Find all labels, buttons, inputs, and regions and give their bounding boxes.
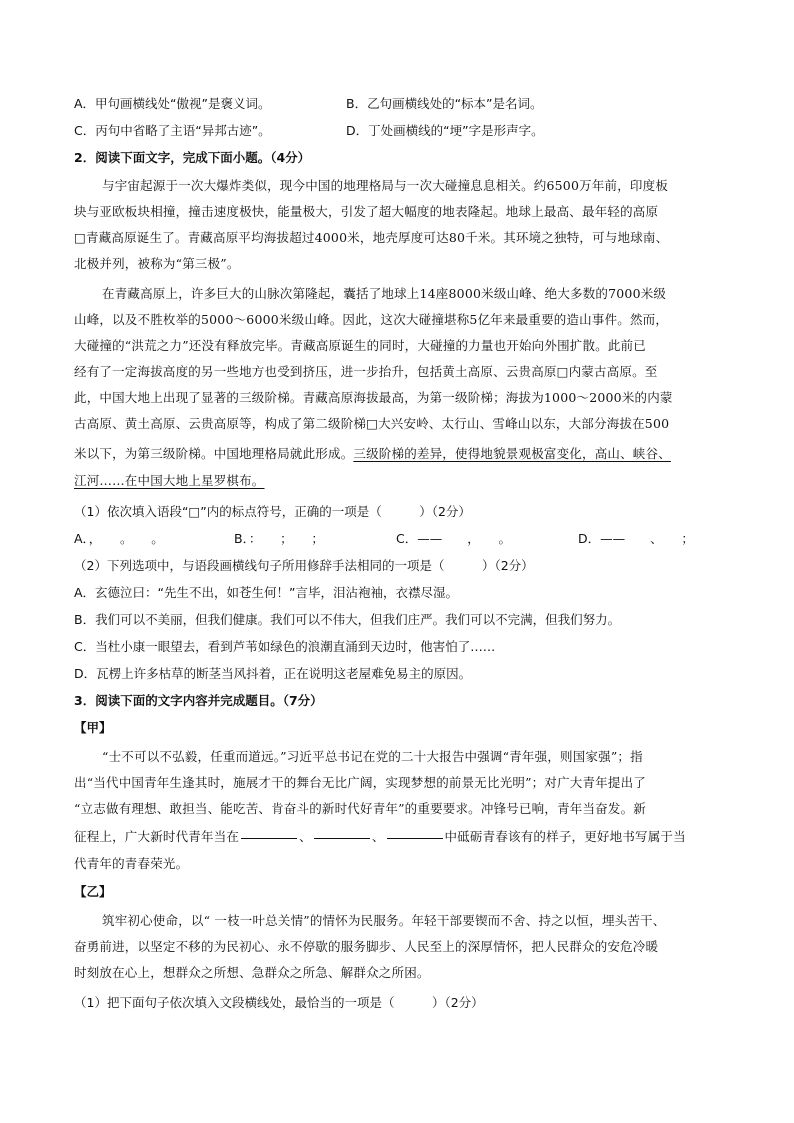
q2-para2-line: [74, 445, 671, 463]
q3-jia-line: 出“当代中国青年生逢其时，施展才干的舞台无比广阔，实现梦想的前景无比光明”；对广大青年提出了: [74, 775, 646, 790]
q3-yi-line: 奋勇前进，以坚定不移的为民初心、永不停歇的服务脚步、人民至上的深厚情怀，把人民群众的安危冷暖: [74, 939, 659, 954]
q2-underlined-sentence: 三级阶梯的差异，使得地貌景观极富变化，高山、峡谷、: [353, 446, 671, 461]
fill-blank-2[interactable]: [314, 837, 370, 839]
q1-option-b: B．乙句画横线处的“标本”是名词。: [346, 96, 543, 111]
q1-option-a: A．甲句画横线处“傲视”是褒义词。: [74, 96, 271, 111]
q3-sub1-question: （1）把下面句子依次填入文段横线处，最恰当的一项是（ ）（2分）: [74, 995, 484, 1010]
q3-jia-blank-pre: 征程上，广大新时代青年当在: [74, 829, 240, 844]
q2-sub2-option-b: B．我们可以不美丽，但我们健康。我们可以不伟大，但我们庄严。我们可以不完满，但我们努力。: [74, 612, 621, 627]
q2-sub2-option-d: D．瓦楞上许多枯草的断茎当风抖着，正在说明这老屋难免易主的原因。: [74, 666, 472, 681]
q2-para2-line: 山峰，以及不胜枚举的5000～6000米级山峰。因此，这次大碰撞堪称5亿年来最重要的造山事件。然而，: [74, 312, 669, 327]
q3-jia-line: “士不可以不弘毅，任重而道远。”习近平总书记在党的二十大报告中强调“青年强，则国家强”；指: [102, 749, 643, 764]
q3-jia-line: “立志做有理想、敢担当、能吃苦、肯奋斗的新时代好青年”的重要要求。冲锋号已响，青年当奋发。新: [74, 801, 646, 816]
q2-underlined-sentence-cont: 江河……在中国大地上星罗棋布。: [74, 473, 265, 488]
q2-sub1-option-b: B．： ； ；: [234, 531, 324, 546]
q2-heading: 2．阅读下面文字，完成下面小题。（4分）: [74, 150, 311, 165]
q2-para2-last-text: 米以下，为第三级阶梯。中国地理格局就此形成。: [74, 446, 354, 461]
q3-yi-line: 时刻放在心上，想群众之所想、急群众之所急、解群众之所困。: [74, 965, 430, 980]
q2-sub1-option-d: D．—— 、 ；: [578, 531, 694, 546]
q2-para1-line: □青藏高原诞生了。青藏高原平均海拔超过4000米，地壳厚度可达80千米。其环境之独特，可与地球南、: [74, 230, 669, 245]
q2-sub1-question: （1）依次填入语段“□”内的标点符号，正确的一项是（ ）（2分）: [74, 504, 471, 519]
q3-yi-line: 筑牢初心使命，以“ 一枝一叶总关情”的情怀为民服务。年轻干部要锲而不舍、持之以恒，埋头苦干、: [102, 913, 666, 928]
q2-para2-line: 古高原、黄土高原、云贵高原等，构成了第二级阶梯□大兴安岭、太行山、雪峰山以东，大部分海拔在500: [74, 416, 670, 431]
q2-sub2-option-a: A．玄德泣曰：“先生不出，如苍生何！”言毕，泪沾袍袖，衣襟尽湿。: [74, 585, 459, 600]
q3-yi-label: 【乙】: [74, 884, 112, 899]
fill-blank-3[interactable]: [387, 837, 443, 839]
q2-para1-line: 北极并列，被称为“第三极”。: [74, 256, 240, 271]
q3-jia-label: 【甲】: [74, 720, 112, 735]
q3-jia-line: 代青年的青春荣光。: [74, 856, 189, 871]
q2-para2-line: 此，中国大地上出现了显著的三级阶梯。青藏高原海拔最高，为第一级阶梯；海拔为1000～2000米的内蒙: [74, 390, 673, 405]
q1-option-c: C．丙句中省略了主语“异邦古迹”。: [74, 123, 271, 138]
q3-jia-blank-line: 征程上，广大新时代青年当在 、 、 中砥砺青春该有的样子，更好地书写属于当: [74, 829, 686, 844]
q2-para2-line: 大碰撞的“洪荒之力”还没有释放完毕。青藏高原诞生的同时，大碰撞的力量也开始向外围扩散。此前已: [74, 338, 646, 353]
q1-option-d: D．丁处画横线的“埂”字是形声字。: [346, 123, 544, 138]
q2-para1-line: 块与亚欧板块相撞，撞击速度极快，能量极大，引发了超大幅度的地表隆起。地球上最高、最年轻的高原: [74, 204, 659, 219]
fill-blank-1[interactable]: [241, 837, 297, 839]
q2-para2-line: 在青藏高原上，许多巨大的山脉次第隆起，囊括了地球上14座8000米级山峰、绝大多数的7000米级: [102, 286, 667, 301]
q2-sub1-option-a: A．， 。 。: [74, 531, 164, 546]
q3-jia-blank-post: 中砥砺青春该有的样子，更好地书写属于当: [444, 829, 686, 844]
q3-heading: 3．阅读下面的文字内容并完成题目。（7分）: [74, 693, 323, 708]
q2-para1-line: 与宇宙起源于一次大爆炸类似，现今中国的地理格局与一次大碰撞息息相关。约6500万年前，印度板: [102, 178, 669, 193]
q2-sub2-option-c: C．当杜小康一眼望去，看到芦苇如绿色的浪潮直涌到天边时，他害怕了……: [74, 639, 496, 654]
q2-sub2-question: （2）下列选项中，与语段画横线句子所用修辞手法相同的一项是（ ）（2分）: [74, 558, 534, 573]
q2-sub1-option-c: C．—— ， 。: [396, 531, 511, 546]
q2-para2-line: 经有了一定海拔高度的另一些地方也受到挤压，进一步抬升，包括黄土高原、云贵高原□内蒙古高原。至: [74, 364, 658, 379]
